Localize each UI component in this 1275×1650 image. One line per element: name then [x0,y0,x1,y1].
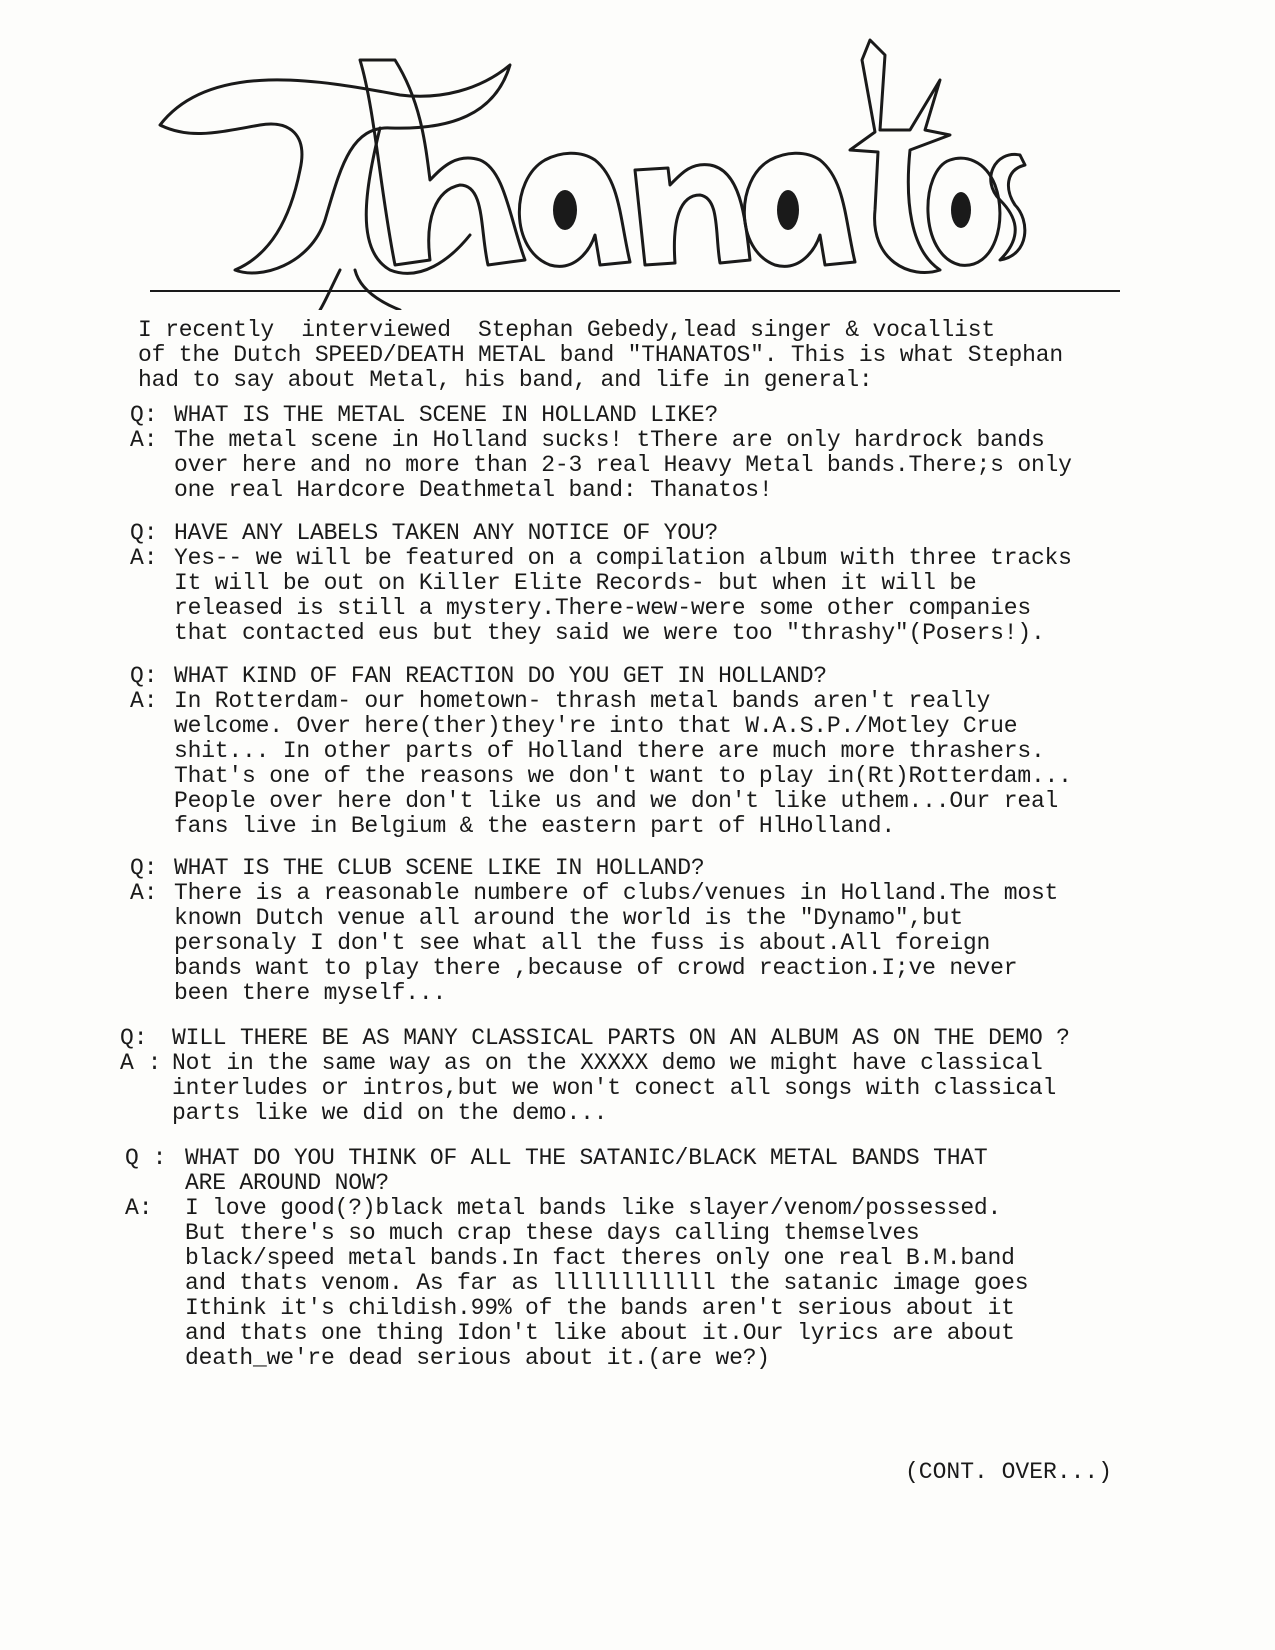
answer-tag: A: [130,880,158,906]
answer-line: been there myself... [174,980,447,1006]
answer-line: There is a reasonable numbere of clubs/venues in Holland.The most [174,880,1059,906]
answer-line: welcome. Over here(ther)they're into that W.A.S.P./Motley Crue [174,713,1018,739]
answer-line: Yes-- we will be featured on a compilation album with three tracks [174,545,1072,571]
answer-line: that contacted eus but they said we were too "thrashy"(Posers!). [174,620,1045,646]
question-text: WHAT IS THE METAL SCENE IN HOLLAND LIKE? [174,402,719,428]
answer-line: In Rotterdam- our hometown- thrash metal bands aren't really [174,688,991,714]
intro-line: I recently interviewed Stephan Gebedy,lead singer & vocallist [138,317,995,343]
answer [130,881,1160,1006]
answer-line: Ithink it's childish.99% of the bands aren't serious about it [185,1295,1015,1321]
answer-tag: A : [120,1050,162,1076]
intro-line: had to say about Metal, his band, and life in general: [138,367,873,393]
answer-line: The metal scene in Holland sucks! tThere are only hardrock bands [174,427,1045,453]
intro-line: of the Dutch SPEED/DEATH METAL band "THANATOS". This is what Stephan [138,342,1063,368]
question-tag: Q: [130,402,158,428]
question-text: WILL THERE BE AS MANY CLASSICAL PARTS ON AN ALBUM AS ON THE DEMO ? [172,1025,1070,1051]
answer-line: I love good(?)black metal bands like slayer/venom/possessed. [185,1195,1002,1221]
answer-line: personaly I don't see what all the fuss is about.All foreign [174,930,991,956]
answer-line: known Dutch venue all around the world is the "Dynamo",but [174,905,963,931]
answer [130,689,1160,839]
answer [130,546,1160,646]
answer-line: Not in the same way as on the XXXXX demo we might have classical [172,1050,1043,1076]
question-tag: Q: [130,663,158,689]
answer-tag: A: [130,545,158,571]
qa-block-3 [130,664,1160,839]
intro-paragraph [138,318,1148,393]
question-text: WHAT IS THE CLUB SCENE LIKE IN HOLLAND? [174,855,705,881]
answer-line: shit... In other parts of Holland there are much more thrashers. [174,738,1045,764]
qa-block-4 [130,856,1160,1006]
question [130,856,1160,881]
answer-tag: A: [130,427,158,453]
answer-line: It will be out on Killer Elite Records- but when it will be [174,570,977,596]
question-tag: Q: [130,520,158,546]
question-text: WHAT KIND OF FAN REACTION DO YOU GET IN HOLLAND? [174,663,827,689]
question [130,521,1160,546]
question [130,403,1160,428]
answer-tag: A: [125,1195,153,1221]
answer-line: death_we're dead serious about it.(are we?) [185,1345,770,1371]
question-text: HAVE ANY LABELS TAKEN ANY NOTICE OF YOU? [174,520,719,546]
thanatos-logo [150,20,1030,310]
question-text: ARE AROUND NOW? [185,1170,390,1196]
qa-block-2 [130,521,1160,646]
answer-line: People over here don't like us and we don't like uthem...Our real [174,788,1059,814]
qa-block-6 [125,1146,1155,1371]
qa-block-1 [130,403,1160,503]
answer-line: bands want to play there ,because of crowd reaction.I;ve never [174,955,1018,981]
answer [125,1196,1155,1371]
continued-note: (CONT. OVER...) [905,1459,1113,1485]
answer-line: one real Hardcore Deathmetal band: Thanatos! [174,477,773,503]
answer-line: parts like we did on the demo... [172,1100,608,1126]
answer-line: But there's so much crap these days calling themselves [185,1220,920,1246]
answer-line: released is still a mystery.There-wew-were some other companies [174,595,1031,621]
answer-line: interludes or intros,but we won't conect all songs with classical [172,1075,1057,1101]
question-tag: Q: [120,1025,148,1051]
question-tag: Q: [130,855,158,881]
question [130,664,1160,689]
answer-line: and thats one thing Idon't like about it.Our lyrics are about [185,1320,1015,1346]
question-text: WHAT DO YOU THINK OF ALL THE SATANIC/BLACK METAL BANDS THAT [185,1145,988,1171]
question [120,1026,1150,1051]
answer-line: black/speed metal bands.In fact theres only one real B.M.band [185,1245,1015,1271]
question [125,1146,1155,1196]
title-rule [150,290,1120,292]
answer [120,1051,1150,1126]
question-tag: Q : [125,1145,167,1171]
answer-line: over here and no more than 2-3 real Heavy Metal bands.There;s only [174,452,1072,478]
answer-line: fans live in Belgium & the eastern part of HlHolland. [174,813,895,839]
qa-block-5 [120,1026,1150,1126]
answer-line: That's one of the reasons we don't want to play in(Rt)Rotterdam... [174,763,1072,789]
answer-tag: A: [130,688,158,714]
answer-line: and thats venom. As far as llllllllllll the satanic image goes [185,1270,1029,1296]
answer [130,428,1160,503]
